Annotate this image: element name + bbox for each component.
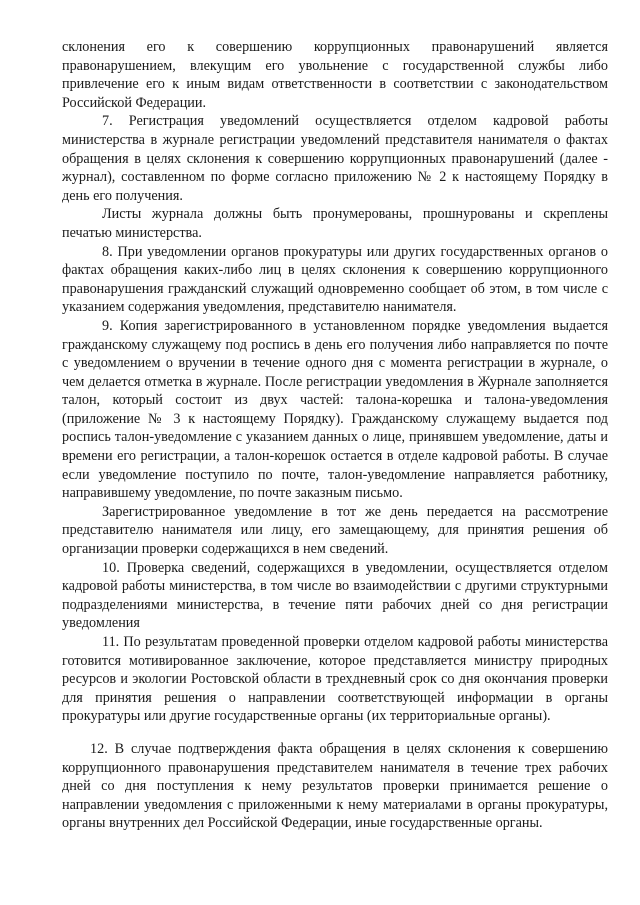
- paragraph-item-8: 8. При уведомлении органов прокуратуры или других государственных органов о фактах обращения каких-либо лиц в целях склонения к совершению коррупционного правонарушения гражданский служащий одновременно сообщает об этом, в том числе с указанием содержания уведомления, представителю нанимателя.: [62, 243, 608, 316]
- paragraph-item-12: 12. В случае подтверждения факта обращения в целях склонения к совершению коррупционного правонарушения представителем нанимателя в течение трех рабочих дней со дня поступления к нему результатов проверки принимается решение о направлении уведомления с приложенными к нему материалами в органы прокуратуры, органы внутренних дел Российской Федерации, иные государственные органы.: [62, 740, 608, 832]
- paragraph-continuation: склонения его к совершению коррупционных правонарушений является правонарушением, влекущим его увольнение с государственной службы либо привлечение его к иным видам ответственности в соответствии с законодательством Российской Федерации.: [62, 39, 608, 111]
- paragraph-item-10: 10. Проверка сведений, содержащихся в уведомлении, осуществляется отделом кадровой работы министерства, в том числе во взаимодействии с другими структурными подразделениями министерства, в течение пяти рабочих дней со дня регистрации уведомления: [62, 559, 608, 632]
- paragraph-journal-sheets: Листы журнала должны быть пронумерованы, прошнурованы и скреплены печатью министерства.: [62, 206, 608, 241]
- paragraph-item-7: 7. Регистрация уведомлений осуществляется отделом кадровой работы министерства в журнале регистрации уведомлений представителя нанимателя о фактах обращения в целях склонения к совершению коррупционных правонарушений (далее - журнал), составленном по форме согласно приложению № 2 к настоящему Порядку в день его получения.: [62, 113, 608, 204]
- paragraph-item-9: 9. Копия зарегистрированного в установленном порядке уведомления выдается гражданскому служащему под роспись в день его получения либо направляется по почте с уведомлением о вручении в течение одного дня с момента регистрации в журнале, о чем делается отметка в журнале. После регистрации уведомления в Журнале заполняется талон, который состоит из двух частей: талона-корешка и талона-уведомления (приложение № 3 к настоящему Порядку). Гражданскому служащему выдается под роспись талон-уведомление с указанием данных о лице, принявшем уведомление, даты и времени его регистрации, а талон-корешок остается в отделе кадровой работы. В случае если уведомление поступило по почте, талон-уведомление направляется работнику, направившему уведомление, по почте заказным письмо.: [62, 317, 608, 502]
- document-body: [62, 38, 608, 833]
- paragraph-item-11: 11. По результатам проведенной проверки отделом кадровой работы министерства готовится мотивированное заключение, которое представляется министру природных ресурсов и экологии Ростовской области в трехдневный срок со дня окончания проверки для принятия решения о направлении соответствующей информации в органы прокуратуры или другие государственные органы (их территориальные органы).: [62, 634, 608, 725]
- paragraph-review-transfer: Зарегистрированное уведомление в тот же день передается на рассмотрение представителю нанимателя или лицу, его замещающему, для принятия решения об организации проверки содержащихся в нем сведений.: [62, 503, 608, 558]
